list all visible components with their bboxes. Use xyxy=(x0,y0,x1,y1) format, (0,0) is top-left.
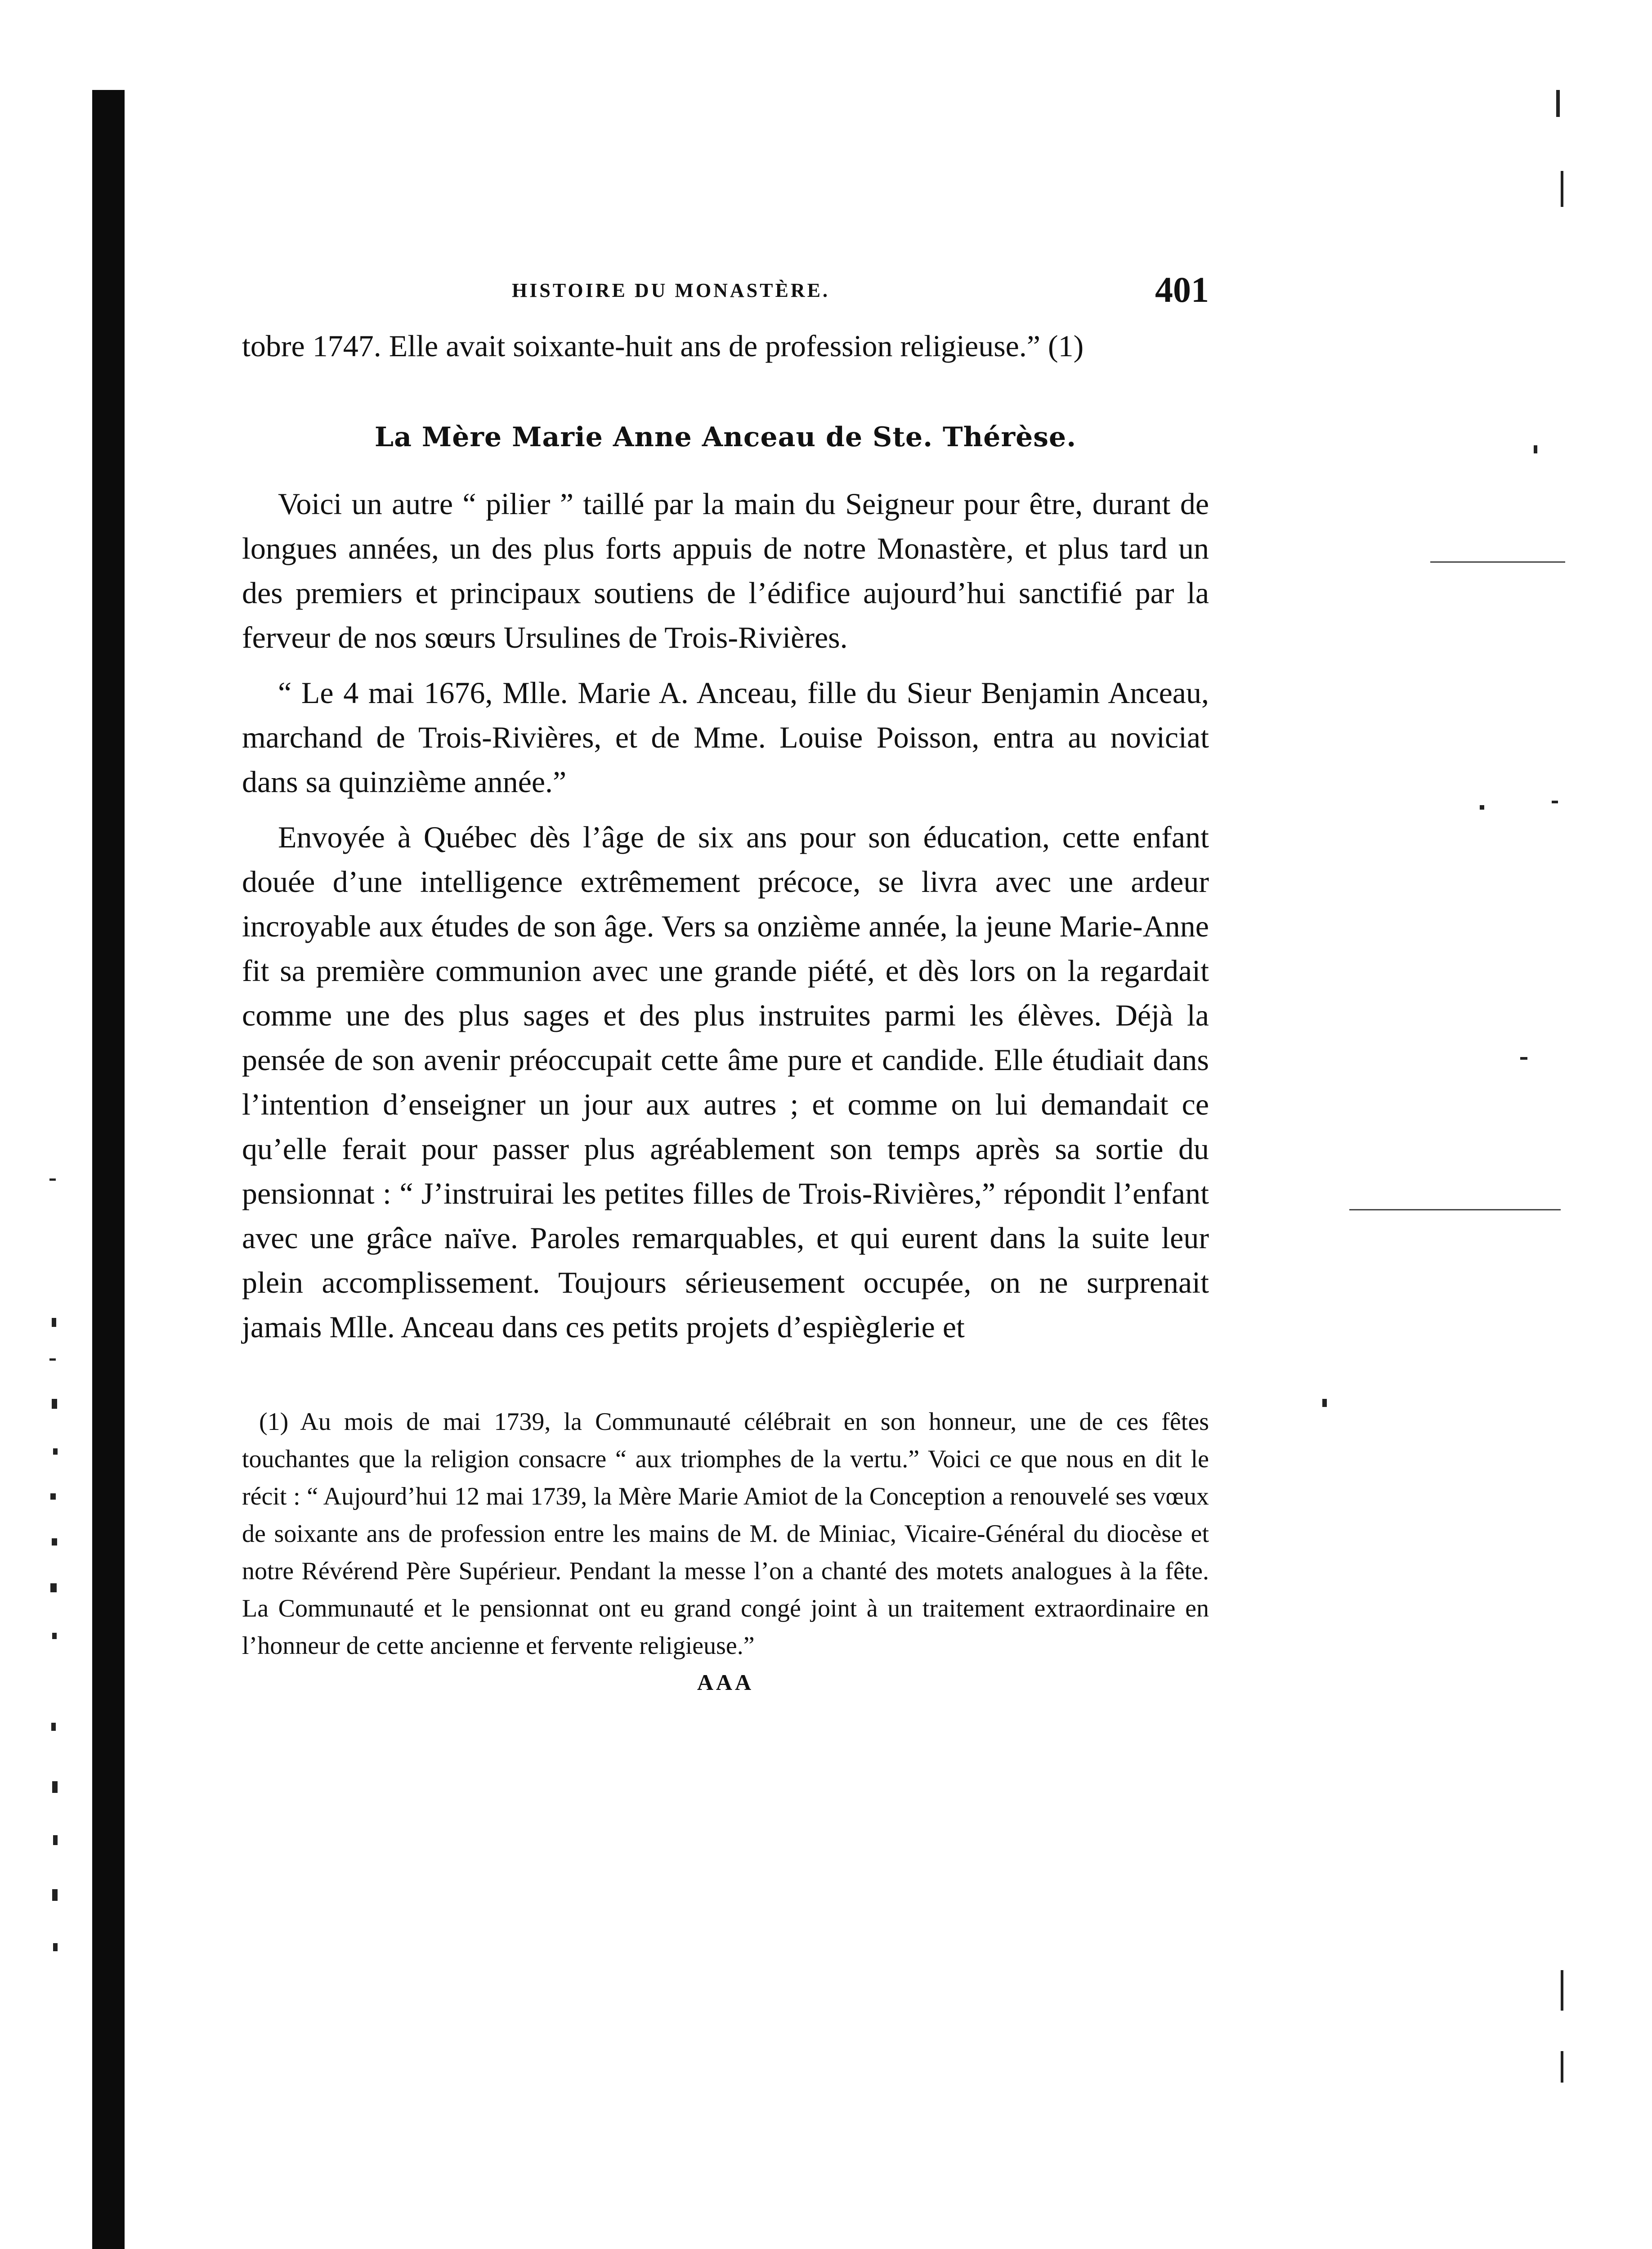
scan-speck xyxy=(1322,1399,1327,1407)
scan-rule-mark xyxy=(1349,1209,1561,1210)
scan-speck xyxy=(51,1723,56,1731)
binding-edge-shadow xyxy=(92,90,125,2249)
scan-rule-mark xyxy=(1430,561,1565,563)
footnote-text: (1) Au mois de mai 1739, la Communauté célébrait en son honneur, une de ces fêtes touchantes que la religion consacre “ aux triomphes de la vertu.” Voici ce que nous en dit le récit : “ Aujourd’hui 12 mai 1739, la Mère Marie Amiot de la Conception a renouvelé ses vœux de soixante ans de profession entre les mains de M. de Miniac, Vicaire-Général du diocèse et notre Révérend Père Supérieur. Pendant la messe l’on a chanté des motets analogues à la fête. La Communauté et le pensionnat ont eu grand congé joint à un traitement extraordinaire en l’honneur de cette ancienne et fervente religieuse.” xyxy=(242,1408,1209,1660)
scan-speck xyxy=(1561,2051,1563,2083)
scan-speck xyxy=(1556,90,1560,117)
scan-speck xyxy=(1534,445,1537,453)
scan-speck xyxy=(49,1178,56,1181)
book-page xyxy=(242,270,1209,1695)
scan-speck xyxy=(50,1493,56,1500)
scan-speck xyxy=(50,1583,57,1592)
scan-speck xyxy=(52,1318,56,1327)
main-text xyxy=(242,324,1209,1349)
scan-speck xyxy=(52,1399,57,1409)
page-number: 401 xyxy=(1155,270,1209,310)
continued-paragraph: tobre 1747. Elle avait soixante-huit ans de profession religieuse.” (1) xyxy=(242,329,1084,363)
scan-speck xyxy=(1552,801,1558,803)
paragraph-quote: “ Le 4 mai 1676, Mlle. Marie A. Anceau, fille du Sieur Benjamin Anceau, marchand de Trois-Rivières, et de Mme. Louise Poisson, entra au noviciat dans sa quinzième année.” xyxy=(242,676,1209,799)
footnote xyxy=(242,1403,1209,1665)
running-title: HISTOIRE DU MONASTÈRE. xyxy=(512,279,830,301)
section-heading: La Mère Marie Anne Anceau de Ste. Thérèse. xyxy=(374,421,1077,453)
scan-speck xyxy=(53,1835,58,1845)
scan-speck xyxy=(1480,805,1484,810)
scan-speck xyxy=(53,1943,58,1951)
scan-speck xyxy=(53,1448,58,1455)
scan-speck xyxy=(52,1781,58,1793)
signature-mark: AAA xyxy=(697,1670,754,1695)
scan-speck xyxy=(49,1358,56,1361)
paragraph-intro: Voici un autre “ pilier ” taillé par la main du Seigneur pour être, durant de longues années, un des plus forts appuis de notre Monastère, et plus tard un des premiers et principaux soutiens de l’édifice aujourd’hui sanctifié par la ferveur de nos sœurs Ursulines de Trois-Rivières. xyxy=(242,487,1209,654)
scan-speck xyxy=(1561,171,1563,207)
scan-speck xyxy=(52,1889,58,1901)
scan-speck xyxy=(52,1633,57,1639)
scan-speck xyxy=(1520,1057,1527,1060)
scan-speck xyxy=(52,1538,57,1546)
paragraph-biography: Envoyée à Québec dès l’âge de six ans pour son éducation, cette enfant douée d’une intelligence extrêmement précoce, se livra avec une ardeur incroyable aux études de son âge. Vers sa onzième année, la jeune Marie-Anne fit sa première communion avec une grande piété, et dès lors on la regardait comme une des plus sages et des plus instruites parmi les élèves. Déjà la pensée de son avenir préoccupait cette âme pure et candide. Elle étudiait dans l’intention d’enseigner un jour aux autres ; et comme on lui demandait ce qu’elle ferait pour passer plus agréablement son temps après sa sortie du pensionnat : “ J’instruirai les petites filles de Trois-Rivières,” répondit l’enfant avec une grâce naïve. Paroles remarquables, et qui eurent dans la suite leur plein accomplissement. Toujours sérieusement occupée, on ne surprenait jamais Mlle. Anceau dans ces petits projets d’espièglerie et xyxy=(242,820,1209,1344)
running-head xyxy=(242,270,1209,324)
scan-speck xyxy=(1561,1970,1563,2011)
